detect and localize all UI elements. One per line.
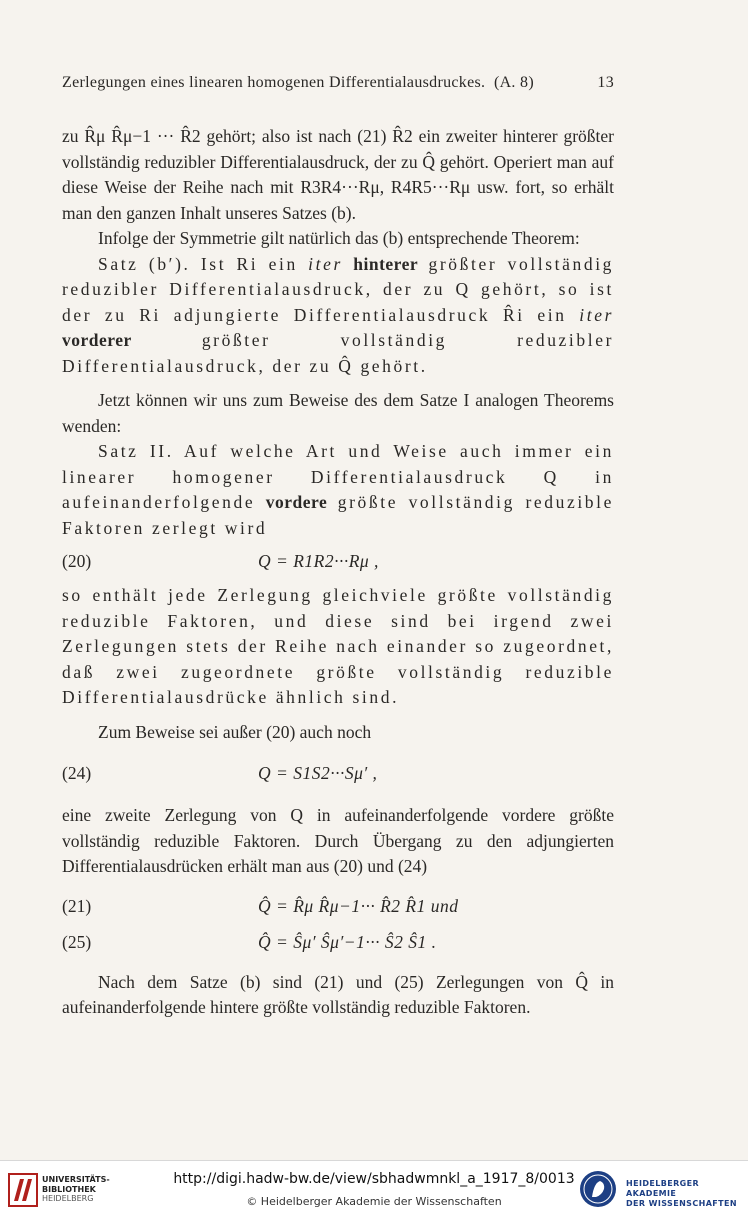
library-name — [42, 1175, 110, 1204]
page-number: 13 — [597, 74, 614, 91]
equation-21 — [62, 892, 614, 922]
equation-20-formula: Q = R1R2···Rμ , — [258, 551, 379, 571]
academy-seal-icon — [578, 1169, 618, 1209]
header-title: Zerlegungen eines linearen homogenen Differentialausdruckes. — [62, 74, 486, 91]
paragraph-4: Jetzt können wir uns zum Beweise des dem Satze I analogen Theorems wenden: — [62, 390, 614, 436]
library-name-line-2: BIBLIOTHEK — [42, 1184, 96, 1194]
equation-25 — [62, 928, 614, 958]
library-logo-icon — [8, 1173, 38, 1207]
header-section: (A. 8) — [493, 74, 534, 91]
paragraph-6: so enthält jede Zerlegung gleichviele größte vollständig reduzible Faktoren, und diese sind bei irgend zwei Zerlegungen stets der Reihe nach einander so zugeordnet, daß zwei zugeordnete größte vollständig reduzible Differentialausdrücke ähnlich sind. — [62, 585, 614, 707]
paragraph-9: Nach dem Satze (b) sind (21) und (25) Zerlegungen von Q̂ in aufeinanderfolgende hintere größte vollständig reduzible Faktoren. — [62, 971, 614, 1017]
equation-25-formula: Q̂ = Ŝμ′ Ŝμ′−1··· Ŝ2 Ŝ1 . — [258, 931, 437, 952]
equation-24-number: (24) — [62, 763, 92, 783]
theorem-b-prime-part-g: größter vollständig reduzibler Differentialausdruck, der zu Q̂ gehört. — [62, 330, 614, 376]
permalink-url[interactable]: http://digi.hadw-bw.de/view/sbhadwmnkl_a_1917_8/0013 — [173, 1171, 575, 1187]
theorem-2-part-a: Satz II. Auf welche Art und Weise auch immer ein linearer homogener Differentialausdruck Q in aufeinanderfolgende — [62, 441, 614, 512]
equation-21-number: (21) — [62, 895, 92, 916]
paragraph-2: Infolge der Symmetrie gilt natürlich das (b) entsprechende Theorem: — [98, 228, 580, 248]
theorem-2-part-c: größte vollständig reduzible Faktoren zerlegt wird — [62, 492, 614, 538]
academy-name — [626, 1179, 748, 1209]
equation-20 — [62, 547, 614, 577]
equation-24 — [62, 759, 614, 789]
body-text — [62, 124, 614, 1021]
paragraph-8: eine zweite Zerlegung von Q in aufeinanderfolgende vordere größte vollständig reduzible Faktoren. Durch Übergang zu den adjungierten Differentialausdrücken erhält man aus (20) und (24) — [62, 805, 614, 876]
theorem-2-emphasis: vordere — [265, 492, 328, 512]
theorem-b-prime-emphasis-2: vorderer — [62, 330, 132, 350]
equation-24-formula: Q = S1S2···Sμ′ , — [258, 763, 378, 783]
footer-bar — [0, 1160, 748, 1217]
running-header — [62, 74, 614, 92]
equation-25-number: (25) — [62, 931, 92, 952]
paragraph-7: Zum Beweise sei außer (20) auch noch — [98, 721, 372, 742]
academy-name-line-2: DER WISSENSCHAFTEN — [626, 1199, 737, 1208]
theorem-b-prime-part-e: iter — [579, 304, 614, 325]
theorem-b-prime-part-d: größter vollständig reduzibler Differentialausdruck, der zu Q gehört, so ist der zu Ri adjungierte Differentialausdruck R̂i ein — [62, 253, 615, 325]
theorem-b-prime — [62, 252, 614, 380]
academy-name-line-1: HEIDELBERGER AKADEMIE — [626, 1179, 700, 1198]
theorem-b-prime-part-a: Satz (b′). Ist Ri ein — [98, 253, 309, 274]
paragraph-1: zu R̂μ R̂μ−1 ··· R̂2 gehört; also ist nach (21) R̂2 ein zweiter hinterer größter vollständig reduzibler Differentialausdruck, der zu Q̂ gehört. Operiert man auf diese Weise der Reihe nach mit R3R4···Rμ, R4R5···Rμ usw. fort, so erhält man den ganzen Inhalt unseres Satzes (b). — [62, 126, 614, 223]
theorem-b-prime-part-b: iter — [308, 253, 354, 274]
theorem-b-prime-emphasis-1: hinterer — [353, 253, 419, 274]
library-name-line-1: UNIVERSITÄTS- — [42, 1175, 110, 1184]
equation-21-formula: Q̂ = R̂μ R̂μ−1··· R̂2 R̂1 und — [258, 895, 459, 916]
equation-20-number: (20) — [62, 551, 92, 571]
copyright-notice: © Heidelberger Akademie der Wissenschaften — [246, 1195, 502, 1208]
library-name-line-3: HEIDELBERG — [42, 1194, 94, 1203]
theorem-2 — [62, 439, 614, 541]
